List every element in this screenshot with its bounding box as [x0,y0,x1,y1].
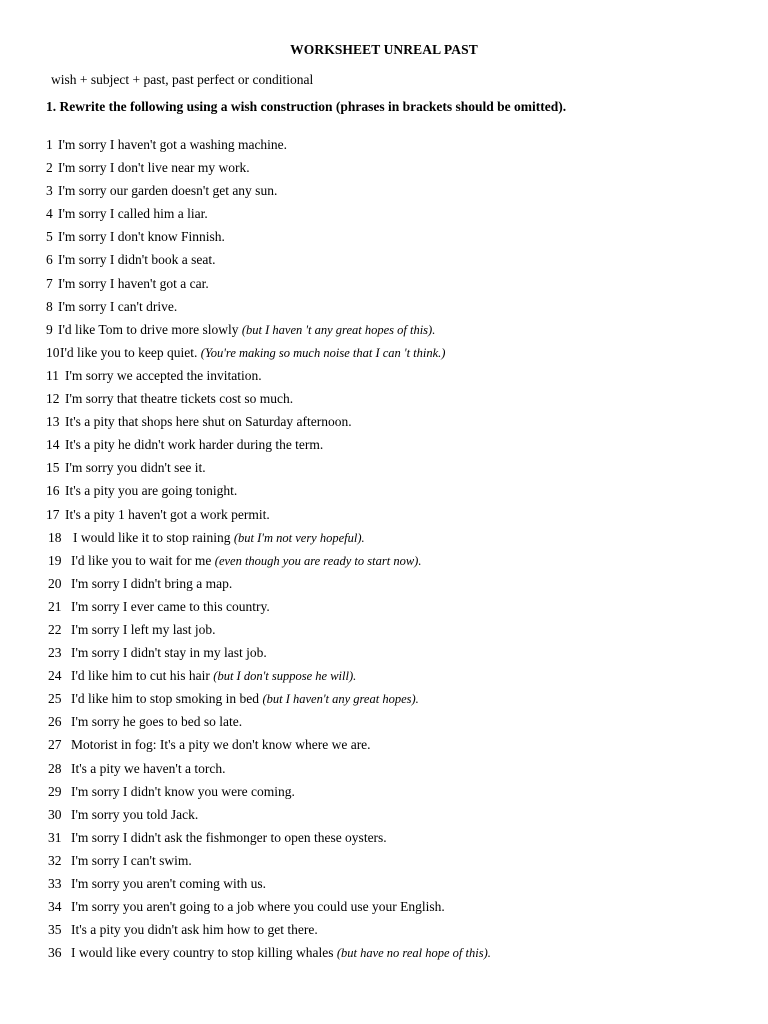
item-bracket-note: (You're making so much noise that I can 't think.) [200,345,446,360]
item-number: 10 [46,344,60,360]
item-sentence [58,252,215,268]
exercise-instruction: 1. Rewrite the following using a wish construction (phrases in brackets should be omitted). [46,99,567,114]
item-number: 9 [46,321,53,337]
item-text: I'm sorry I haven't got a car. [58,275,209,291]
item-sentence [71,761,225,777]
item-bracket-note: (but I don't suppose he will). [213,669,357,684]
exercise-item [0,414,768,437]
item-number: 13 [46,414,60,430]
item-text: It's a pity you are going tonight. [65,483,238,499]
item-number: 12 [46,391,60,407]
item-sentence [58,229,225,245]
item-text: I'm sorry I called him a liar. [58,206,208,222]
item-number: 26 [48,714,62,730]
item-text: I'm sorry he goes to bed so late. [71,714,243,730]
worksheet-title: WORKSHEET UNREAL PAST [290,42,478,57]
exercise-item [0,252,768,275]
item-sentence [58,160,250,176]
item-sentence [71,576,232,592]
item-number: 29 [48,783,62,799]
item-number: 4 [46,206,53,222]
item-sentence [71,876,266,892]
exercise-item [0,345,768,368]
item-text: I'm sorry you aren't going to a job where you could use your English. [71,899,445,915]
item-sentence [71,737,371,753]
item-number: 23 [48,645,62,661]
item-text: It's a pity he didn't work harder during the term. [65,437,324,453]
item-text: It's a pity 1 haven't got a work permit. [65,506,270,522]
exercise-item [0,507,768,530]
item-sentence [71,668,356,684]
exercise-item [0,945,768,968]
item-number: 32 [48,852,62,868]
item-bracket-note: (even though you are ready to start now). [214,553,422,568]
item-bracket-note: (but I haven't any great hopes). [262,692,419,707]
exercise-item [0,599,768,622]
item-sentence [73,530,365,546]
item-number: 15 [46,460,60,476]
exercise-item [0,922,768,945]
item-number: 21 [48,598,62,614]
exercise-item [0,276,768,299]
exercise-item [0,183,768,206]
item-sentence [58,137,287,153]
exercise-item [0,622,768,645]
item-sentence [58,276,209,292]
item-sentence [71,899,445,915]
exercise-item [0,322,768,345]
exercise-item [0,714,768,737]
item-text: I'd like you to wait for me [71,552,212,568]
item-number: 19 [48,552,62,568]
item-text: I'm sorry I haven't got a washing machine. [58,137,288,152]
item-sentence [71,807,198,823]
item-text: I'm sorry you didn't see it. [65,460,206,476]
exercise-item [0,737,768,760]
item-number: 35 [48,922,62,938]
item-number: 5 [46,229,53,245]
item-text: I'm sorry I didn't ask the fishmonger to open these oysters. [71,829,387,845]
item-text: I would like it to stop raining [73,529,231,545]
item-sentence [71,691,419,707]
item-sentence [65,460,206,476]
item-sentence [71,599,270,615]
exercise-item [0,391,768,414]
exercise-item [0,899,768,922]
item-number: 34 [48,899,62,915]
item-text: I'm sorry I don't live near my work. [58,160,250,176]
item-number: 14 [46,437,60,453]
item-sentence [65,391,293,407]
item-text: I'm sorry that theatre tickets cost so much. [65,391,294,407]
exercise-item [0,483,768,506]
item-sentence [71,945,491,961]
item-number: 18 [48,529,62,545]
item-number: 25 [48,691,62,707]
exercise-item [0,553,768,576]
item-text: I'm sorry I didn't book a seat. [58,252,216,268]
item-number: 16 [46,483,60,499]
item-number: 30 [48,806,62,822]
exercise-item [0,160,768,183]
item-text: I'd like him to cut his hair [71,668,210,684]
exercise-item [0,853,768,876]
exercise-item [0,668,768,691]
grammar-formula: wish + subject + past, past perfect or conditional [51,72,314,87]
exercise-item [0,299,768,322]
item-number: 17 [46,506,60,522]
exercise-item-list [0,137,768,968]
item-number: 6 [46,252,53,268]
item-number: 2 [46,160,53,176]
item-sentence [71,714,242,730]
item-number: 27 [48,737,62,753]
item-text: I'm sorry you told Jack. [71,806,199,822]
item-number: 7 [46,275,53,291]
item-number: 3 [46,183,53,199]
item-sentence [58,183,277,199]
item-text: I'm sorry I didn't know you were coming. [71,783,295,799]
exercise-item [0,691,768,714]
item-number: 8 [46,298,53,314]
item-sentence [71,645,267,661]
item-text: I'd like Tom to drive more slowly [58,321,239,337]
exercise-item [0,437,768,460]
exercise-item [0,830,768,853]
exercise-item [0,645,768,668]
item-text: I'm sorry you aren't coming with us. [71,876,266,891]
item-text: It's a pity that shops here shut on Saturday afternoon. [65,414,352,430]
item-sentence [71,553,421,569]
item-number: 31 [48,829,62,845]
item-text: I'm sorry I left my last job. [71,621,216,637]
item-text: It's a pity we haven't a torch. [71,760,226,776]
exercise-item [0,530,768,553]
item-text: I'm sorry I don't know Finnish. [58,229,225,245]
item-sentence [71,853,192,869]
item-sentence [65,507,270,523]
item-sentence [65,483,237,499]
exercise-item [0,876,768,899]
item-bracket-note: (but I haven 't any great hopes of this). [241,322,436,337]
item-sentence [65,368,262,384]
exercise-item [0,784,768,807]
item-sentence [58,206,208,222]
item-text: I'm sorry I ever came to this country. [71,598,270,614]
item-sentence [71,830,387,846]
exercise-item [0,460,768,483]
item-number: 1 [46,137,53,152]
item-text: I'm sorry I didn't bring a map. [71,575,233,591]
item-number: 24 [48,668,62,684]
exercise-item [0,229,768,252]
item-sentence [65,414,352,430]
exercise-item [0,807,768,830]
item-sentence [60,345,445,361]
item-sentence [71,784,295,800]
item-sentence [71,622,216,638]
exercise-item [0,576,768,599]
item-number: 20 [48,575,62,591]
item-sentence [58,299,177,315]
item-sentence [58,322,435,338]
item-number: 36 [48,945,62,961]
item-text: I'd like you to keep quiet. [60,344,198,360]
item-number: 22 [48,621,62,637]
item-text: I'm sorry I didn't stay in my last job. [71,645,267,661]
item-text: I'm sorry we accepted the invitation. [65,367,262,383]
item-text: It's a pity you didn't ask him how to get there. [71,922,318,938]
exercise-item [0,761,768,784]
item-number: 11 [46,367,59,383]
exercise-item [0,368,768,391]
item-number: 33 [48,876,62,891]
item-sentence [71,922,318,938]
item-text: I'd like him to stop smoking in bed [71,691,260,707]
exercise-item [0,137,768,160]
item-text: I'm sorry our garden doesn't get any sun. [58,183,278,199]
item-text: I'm sorry I can't drive. [58,298,178,314]
item-text: Motorist in fog: It's a pity we don't know where we are. [71,737,371,753]
item-sentence [65,437,323,453]
item-number: 28 [48,760,62,776]
item-text: I'm sorry I can't swim. [71,852,192,868]
item-bracket-note: (but I'm not very hopeful). [233,530,365,545]
item-text: I would like every country to stop killing whales [71,945,334,961]
exercise-item [0,206,768,229]
item-bracket-note: (but have no real hope of this). [336,946,491,961]
